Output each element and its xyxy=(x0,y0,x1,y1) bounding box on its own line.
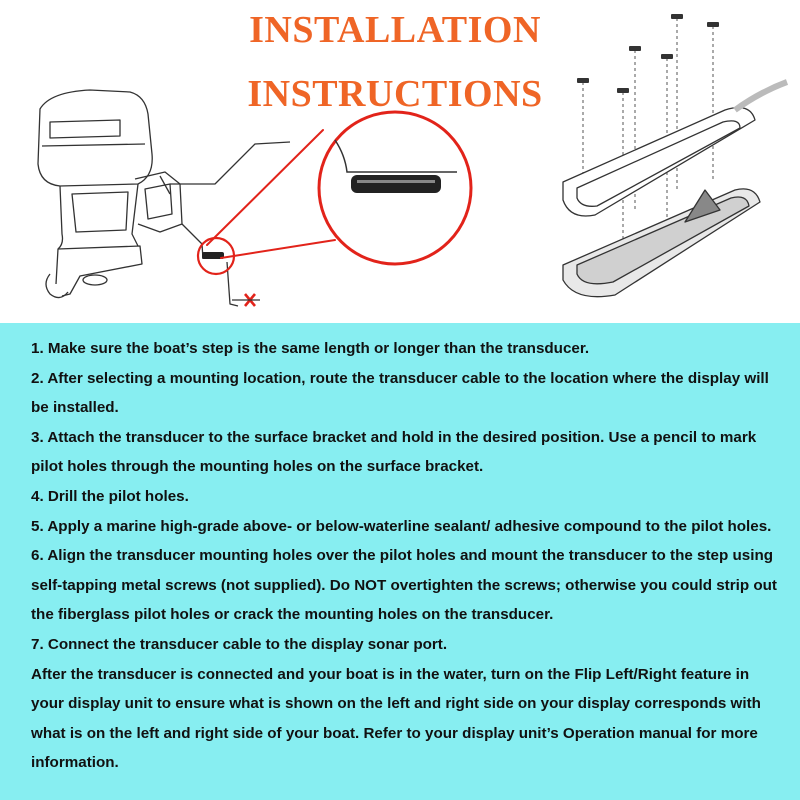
instruction-step: 5. Apply a marine high-grade above- or below-waterline sealant/ adhesive compound to the pilot holes. xyxy=(31,517,772,535)
instruction-step: 1. Make sure the boat’s step is the same length or longer than the transducer. xyxy=(31,340,590,357)
instruction-step: 3. Attach the transducer to the surface bracket and hold in the desired position. Use a pencil to mark pilot holes through the mounting holes on the surface bracket. xyxy=(31,428,757,476)
instruction-step: 6. Align the transducer mounting holes over the pilot holes and mount the transducer to the step using self-tapping metal screws (not supplied). Do NOT overtighten the screws; otherwise you could strip out the fiberglass pilot holes or crack the mounting holes on the transducer. xyxy=(31,547,777,624)
page-title-line-1: INSTALLATION xyxy=(249,9,541,51)
post-install-note: After the transducer is connected and your boat is in the water, turn on the Flip Left/Right feature in your display unit to ensure what is shown on the left and right side on your display corresponds with what is on the left and right side of your boat. Refer to your display unit’s Operation manual for more information. xyxy=(31,665,761,772)
header-area xyxy=(0,0,800,323)
page-title-line-2: INSTRUCTIONS xyxy=(247,73,543,115)
instruction-step: 2. After selecting a mounting location, route the transducer cable to the location where the display will be installed. xyxy=(31,369,769,417)
instruction-step: 4. Drill the pilot holes. xyxy=(31,487,189,505)
instructions-list xyxy=(31,334,786,778)
instruction-step: 7. Connect the transducer cable to the display sonar port. xyxy=(31,635,448,653)
instructions-panel xyxy=(0,323,800,800)
transducer-zoom-callout xyxy=(195,100,475,280)
transducer-bracket-exploded-view xyxy=(555,10,795,315)
